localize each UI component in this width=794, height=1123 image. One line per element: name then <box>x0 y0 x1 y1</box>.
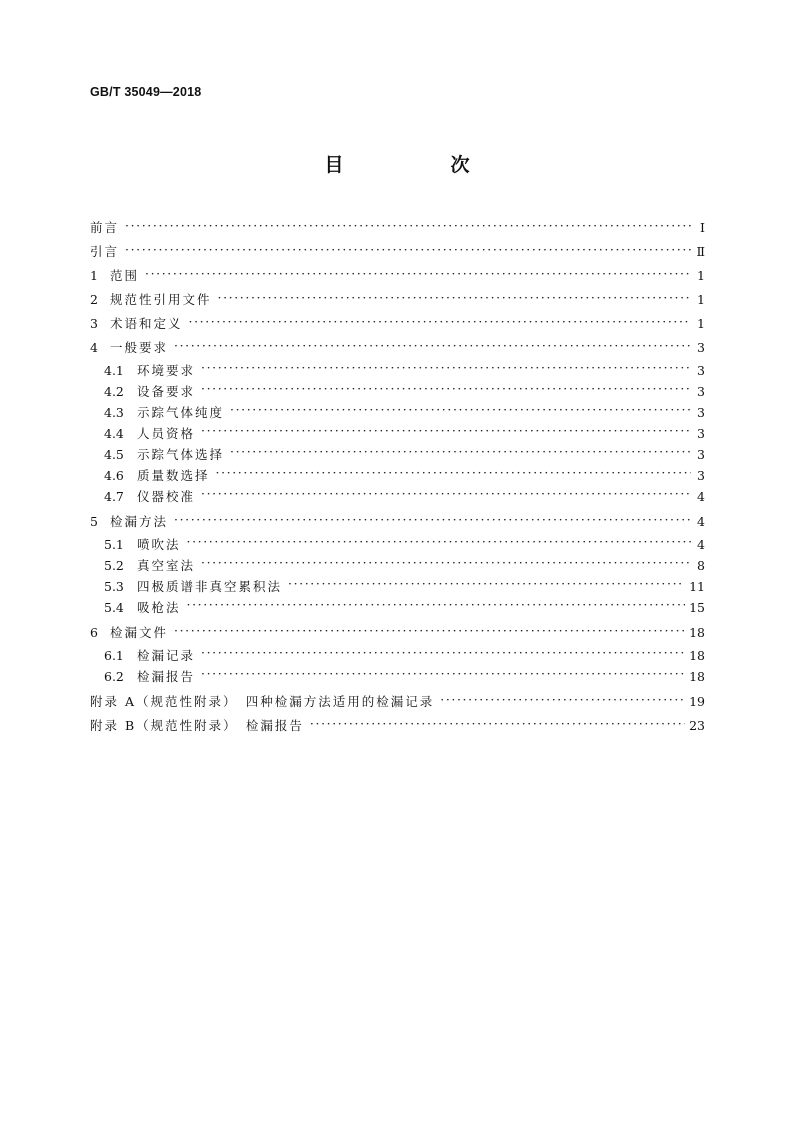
toc-leader-dots <box>145 268 691 281</box>
toc-entry-title: 质量数选择 <box>137 468 210 483</box>
toc-leader-dots <box>187 536 691 549</box>
toc-leader-dots <box>230 446 691 459</box>
toc-entry[interactable] <box>90 444 705 465</box>
toc-entry[interactable] <box>90 264 705 288</box>
toc-entry[interactable] <box>90 216 705 240</box>
toc-entry-number: 6 <box>90 625 98 640</box>
toc-entry-title: 吸枪法 <box>137 600 181 615</box>
toc-entry-number: 5.1 <box>104 537 124 552</box>
toc-entry-page: 23 <box>689 718 705 733</box>
toc-entry-page: 3 <box>697 468 705 483</box>
toc-entry-title: 设备要求 <box>137 384 196 399</box>
toc-entry[interactable] <box>90 621 705 645</box>
toc-entry-page: 3 <box>697 405 705 420</box>
toc-entry-number: 2 <box>90 292 98 307</box>
toc-entry[interactable] <box>90 360 705 381</box>
toc-leader-dots <box>174 625 685 638</box>
toc-leader-dots <box>440 694 685 707</box>
toc-entry-number: 5.4 <box>104 600 124 615</box>
standard-code: GB/T 35049—2018 <box>90 85 202 99</box>
toc-entry-title: 引言 <box>90 244 120 259</box>
toc-entry-title: 人员资格 <box>137 426 196 441</box>
toc-entry-page: 4 <box>697 537 705 552</box>
toc-entry[interactable] <box>90 312 705 336</box>
toc-entry[interactable] <box>90 645 705 666</box>
toc-entry-title: 规范性引用文件 <box>110 292 212 307</box>
toc-entry-page: 4 <box>697 489 705 504</box>
toc-leader-dots <box>189 316 691 329</box>
table-of-contents <box>90 216 705 738</box>
toc-entry-number: 4.1 <box>104 363 124 378</box>
toc-entry-page: 3 <box>697 447 705 462</box>
toc-entry-page: 18 <box>689 669 705 684</box>
toc-entry-page: Ⅱ <box>696 244 705 259</box>
toc-entry[interactable] <box>90 381 705 402</box>
toc-entry-number: 6.2 <box>104 669 124 684</box>
toc-entry[interactable] <box>90 336 705 360</box>
toc-entry-page: 3 <box>697 340 705 355</box>
toc-leader-dots <box>125 220 691 233</box>
toc-leader-dots <box>201 362 691 375</box>
toc-entry-page: Ⅰ <box>700 220 705 235</box>
toc-entry-page: 1 <box>697 316 705 331</box>
toc-entry-title: 真空室法 <box>137 558 196 573</box>
toc-entry-number: 4.7 <box>104 489 124 504</box>
toc-entry-title: 一般要求 <box>110 340 169 355</box>
toc-leader-dots <box>201 647 685 660</box>
toc-entry-title: 仪器校准 <box>137 489 196 504</box>
toc-leader-dots <box>201 383 691 396</box>
toc-leader-dots <box>201 488 691 501</box>
toc-leader-dots <box>187 599 686 612</box>
toc-entry[interactable] <box>90 465 705 486</box>
toc-entry-page: 18 <box>689 648 705 663</box>
toc-entry-title: 术语和定义 <box>110 316 183 331</box>
toc-leader-dots <box>201 557 691 570</box>
toc-entry-number: 4.5 <box>104 447 124 462</box>
toc-entry-title: 前言 <box>90 220 120 235</box>
toc-entry-title: 检漏方法 <box>110 514 169 529</box>
toc-entry-title: 示踪气体纯度 <box>137 405 225 420</box>
toc-entry-page: 3 <box>697 384 705 399</box>
toc-entry-page: 19 <box>689 694 705 709</box>
toc-entry-title: 检漏记录 <box>137 648 196 663</box>
toc-entry[interactable] <box>90 690 705 714</box>
toc-entry-number: 6.1 <box>104 648 124 663</box>
toc-entry[interactable] <box>90 423 705 444</box>
toc-leader-dots <box>216 467 691 480</box>
toc-entry-title: 示踪气体选择 <box>137 447 225 462</box>
toc-leader-dots <box>218 292 691 305</box>
toc-entry-title: 范围 <box>110 268 140 283</box>
toc-entry-number: 4.6 <box>104 468 124 483</box>
toc-entry[interactable] <box>90 576 705 597</box>
toc-entry[interactable] <box>90 666 705 687</box>
toc-entry-number: 4 <box>90 340 98 355</box>
toc-entry[interactable] <box>90 555 705 576</box>
toc-entry-page: 15 <box>689 600 705 615</box>
toc-entry-page: 8 <box>697 558 705 573</box>
toc-entry-number: 4.2 <box>104 384 124 399</box>
toc-entry-title: 附录 A（规范性附录） 四种检漏方法适用的检漏记录 <box>90 694 435 709</box>
toc-leader-dots <box>230 404 691 417</box>
toc-entry-page: 3 <box>697 363 705 378</box>
toc-entry-title: 喷吹法 <box>137 537 181 552</box>
toc-entry[interactable] <box>90 510 705 534</box>
toc-entry[interactable] <box>90 486 705 507</box>
toc-entry-number: 3 <box>90 316 98 331</box>
toc-entry-title: 检漏报告 <box>137 669 196 684</box>
toc-entry-number: 5.3 <box>104 579 124 594</box>
toc-entry-number: 4.4 <box>104 426 124 441</box>
toc-entry-number: 5 <box>90 514 98 529</box>
toc-entry[interactable] <box>90 534 705 555</box>
toc-entry-title: 环境要求 <box>137 363 196 378</box>
toc-entry[interactable] <box>90 402 705 423</box>
toc-leader-dots <box>201 425 691 438</box>
toc-entry[interactable] <box>90 714 705 738</box>
toc-entry-page: 4 <box>697 514 705 529</box>
toc-leader-dots <box>201 668 685 681</box>
toc-leader-dots <box>310 718 685 731</box>
toc-entry-page: 1 <box>697 292 705 307</box>
toc-entry[interactable] <box>90 597 705 618</box>
toc-entry-number: 1 <box>90 268 98 283</box>
page-title: 目 次 <box>324 154 514 176</box>
toc-leader-dots <box>125 244 691 257</box>
toc-entry[interactable] <box>90 288 705 312</box>
toc-entry-page: 11 <box>689 579 705 594</box>
toc-leader-dots <box>174 514 691 527</box>
toc-entry-page: 3 <box>697 426 705 441</box>
toc-leader-dots <box>288 578 685 591</box>
toc-entry-title: 四极质谱非真空累积法 <box>137 579 283 594</box>
toc-entry-page: 18 <box>689 625 705 640</box>
toc-entry-number: 4.3 <box>104 405 124 420</box>
toc-entry-title: 附录 B（规范性附录） 检漏报告 <box>90 718 304 733</box>
toc-entry[interactable] <box>90 240 705 264</box>
toc-entry-number: 5.2 <box>104 558 124 573</box>
toc-entry-page: 1 <box>697 268 705 283</box>
toc-entry-title: 检漏文件 <box>110 625 169 640</box>
toc-leader-dots <box>174 340 691 353</box>
